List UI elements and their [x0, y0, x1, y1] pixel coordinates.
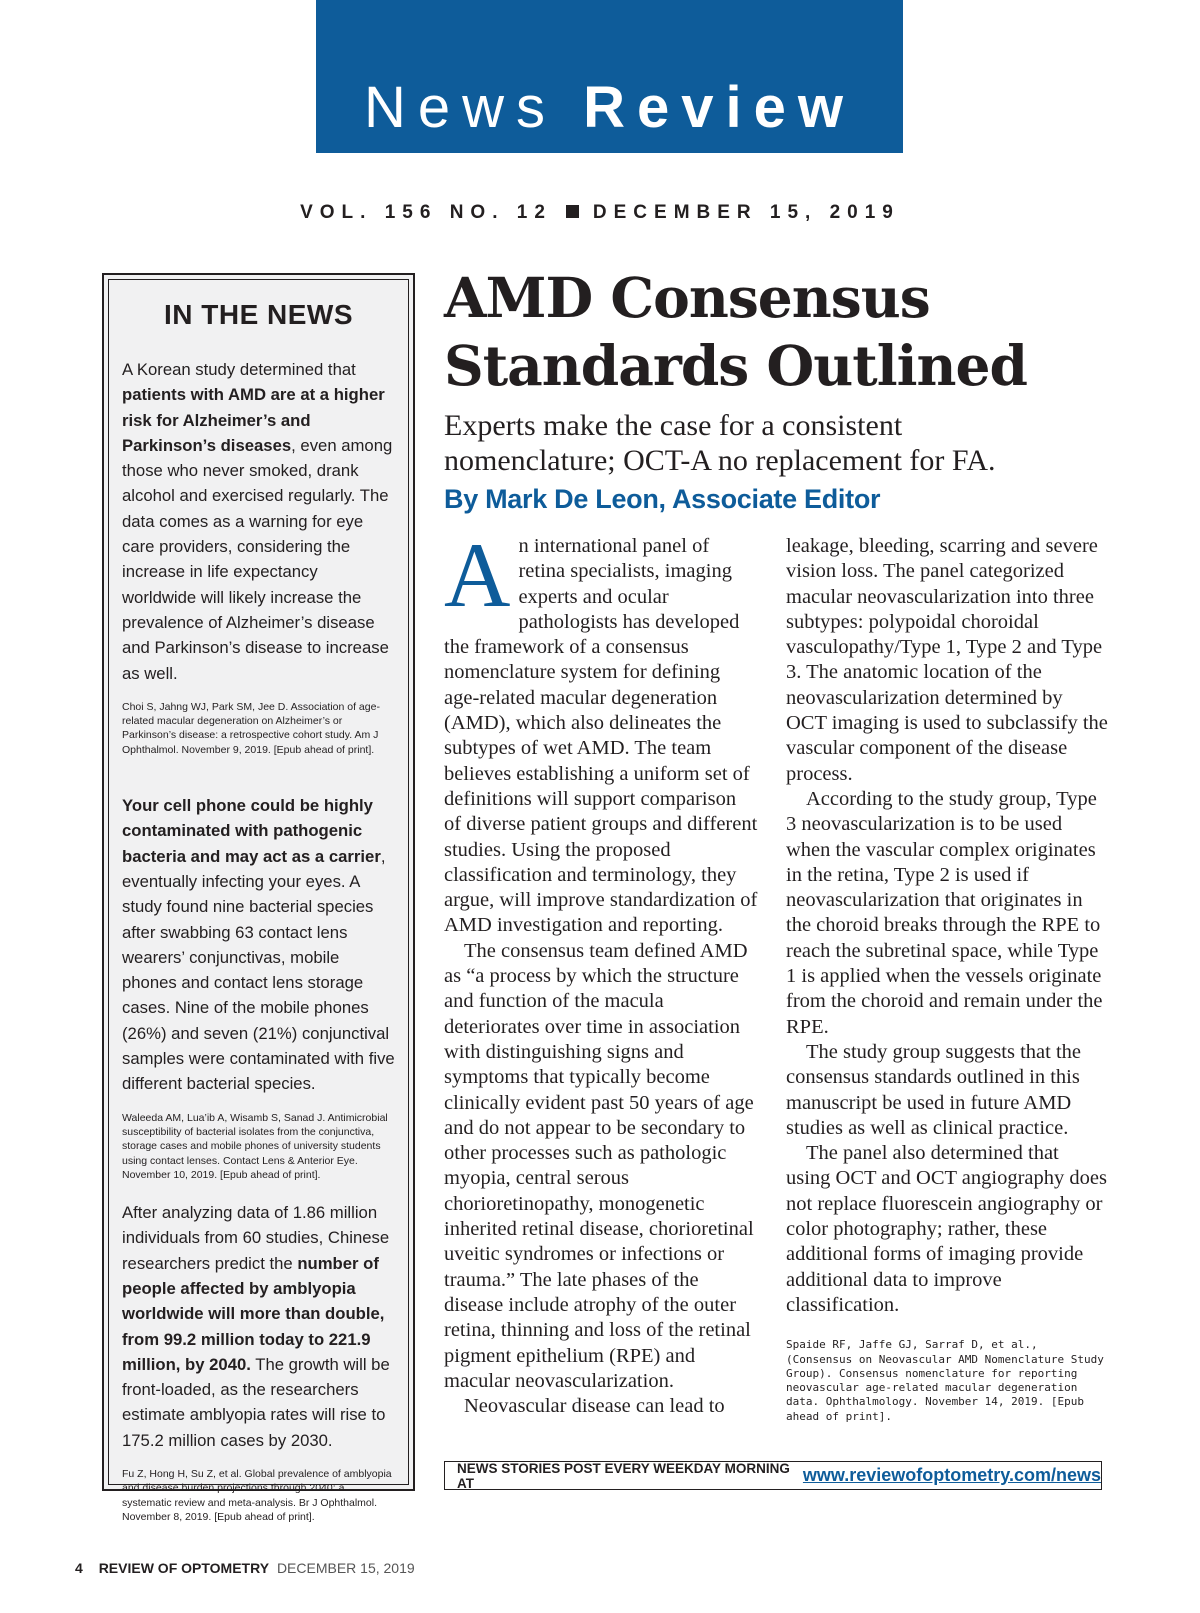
news-item-text: A Korean study determined that [122, 360, 356, 379]
article-paragraph: The study group suggests that the consensus standards outlined in this manuscript be used in future AMD studies as well as clinical practice. [786, 1040, 1082, 1139]
article-paragraph: The panel also determined that using OCT and OCT angiography does not replace fluorescein angiography or color photography; rather, these additional forms of imaging provide additional data to improve classification. [786, 1142, 1107, 1316]
news-promo-box [444, 1461, 1102, 1490]
article-column-2 [786, 534, 1108, 1424]
article-paragraph: The consensus team defined AMD as “a process by which the structure and function of the macula deteriorates over time in association with distinguishing signs and symptoms that typically become clinically evident past 50 years of age and do not appear to be secondary to other processes such as pathologic myopia, central serous chorioretinopathy, monogenetic inherited retinal disease, chorioretinal uveitic syndromes or infections or trauma.” The late phases of the disease include atrophy of the outer retina, thinning and loss of the retinal pigment epithelium (RPE) and macular neovascularization. [444, 939, 754, 1392]
banner-word-news: News [364, 75, 558, 140]
magazine-name: REVIEW OF OPTOMETRY [98, 1560, 270, 1576]
page-number: 4 [75, 1560, 83, 1576]
sidebar-title: IN THE NEWS [163, 299, 354, 330]
deck-line: Experts make the case for a consistent [444, 409, 903, 442]
headline-line: Standards Outlined [444, 333, 1027, 398]
news-link[interactable]: www.reviewofoptometry.com/news [802, 1465, 1101, 1485]
news-item-reference: Waleeda AM, Lua’ib A, Wisamb S, Sanad J. Antimicrobial susceptibility of bacterial isolates from the conjunctiva, storage cases and mobile phones of university students using contact lenses. Contact Lens & Anterior Eye. November 10, 2019. [Epub ahead of print]. [122, 1111, 388, 1181]
news-item-highlight: number of people affected by amblyopia worldwide will more than double, from 99.2 million today to 221.9 million, by 2040. [122, 1253, 385, 1374]
news-item-highlight: patients with AMD are at a higher risk for Alzheimer’s and Parkinson’s diseases [122, 385, 385, 455]
news-item-text: The growth will be front-loaded, as the researchers estimate amblyopia rates will rise to 175.2 million cases by 2030. [122, 1354, 390, 1450]
paragraph-text: n international panel of retina specialists, imaging experts and ocular pathologists has developed the framework of a consensus nomenclature system for defining age-related macular degeneration (AMD), which also delineates the subtypes of wet AMD. The team believes establishing a uniform set of definitions will support comparison of diverse patient groups and different studies. Using the proposed classification and terminology, they argue, will improve standardization of AMD investigation and reporting. [444, 535, 758, 937]
drop-cap: A [444, 524, 511, 626]
issue-line [0, 202, 1200, 224]
news-item-reference: Choi S, Jahng WJ, Park SM, Jee D. Association of age-related macular degeneration on Alzheimer’s or Parkinson’s disease: a retrospective cohort study. Am J Ophthalmol. November 9, 2019. [Epub ahead of print]. [122, 700, 380, 756]
article-paragraph: According to the study group, Type 3 neovascularization is to be used when the vascular complex originates in the retina, Type 2 is used if neovascularization that originates in the choroid breaks through the RPE to reach the subretinal space, while Type 1 is applied when the vessels originate from the choroid and remain under the RPE. [786, 787, 1103, 1038]
section-banner [316, 0, 903, 153]
article-paragraph [444, 524, 758, 939]
issue-volume: VOL. 156 NO. 12 [300, 202, 552, 223]
news-item-amblyopia [122, 1200, 395, 1453]
article-deck [444, 408, 1164, 478]
news-item-text: After analyzing data of 1.86 million individuals from 60 studies, Chinese researchers predict the [122, 1203, 390, 1273]
news-promo-text: NEWS STORIES POST EVERY WEEKDAY MORNING AT [457, 1460, 790, 1491]
square-bullet-icon [566, 205, 579, 218]
news-item-text: , even among those who never smoked, drank alcohol and exercised regularly. The data comes as a warning for eye care providers, considering the increase in life expectancy worldwide will likely increase the prevalence of Alzheimer’s disease and Parkinson’s disease to increase as well. [122, 435, 393, 683]
news-item-highlight: Your cell phone could be highly contaminated with pathogenic bacteria and may act as a carrier [122, 796, 381, 866]
in-the-news-sidebar [102, 273, 415, 1523]
article-reference: Spaide RF, Jaffe GJ, Sarraf D, et al., (Consensus on Neovascular AMD Nomenclature Study Group). Consensus nomenclature for reporting neovascular age-related macular degeneration data. Ophthalmology. November 14, 2019. [Epub ahead of print]. [786, 1338, 1104, 1423]
article-byline: By Mark De Leon, Associate Editor [444, 484, 881, 514]
article-column-1 [444, 524, 758, 1419]
news-item-text: , eventually infecting your eyes. A study found nine bacterial species after swabbing 63 contact lens wearers’ conjunctivas, mobile phones and contact lens storage cases. Nine of the mobile phones (26%) and seven (21%) conjunctival samples were contaminated with five different bacterial species. [122, 846, 395, 1094]
article-headline [444, 264, 1144, 400]
news-item-cell-phone [122, 793, 395, 1097]
page-footer [75, 1560, 415, 1576]
banner-word-review: Review [583, 75, 855, 140]
news-item-reference: Fu Z, Hong H, Su Z, et al. Global prevalence of amblyopia and disease burden projections through 2040: a systematic review and meta-analysis. Br J Ophthalmol. November 8, 2019. [Epub ahead of print]. [122, 1468, 392, 1523]
issue-date: DECEMBER 15, 2019 [592, 202, 900, 223]
footer-date: DECEMBER 15, 2019 [276, 1560, 415, 1576]
article-paragraph: Neovascular disease can lead to [464, 1395, 725, 1418]
headline-line: AMD Consensus [444, 265, 930, 330]
article-paragraph: leakage, bleeding, scarring and severe vision loss. The panel categorized macular neovascularization into three subtypes: polypoidal choroidal vasculopathy/Type 1, Type 2 and Type 3. The anatomic location of the neovascularization determined by OCT imaging is used to subclassify the vascular component of the disease process. [786, 535, 1108, 785]
deck-line: nomenclature; OCT-A no replacement for FA. [444, 444, 996, 477]
news-item-amd-alzheimers [122, 357, 395, 686]
